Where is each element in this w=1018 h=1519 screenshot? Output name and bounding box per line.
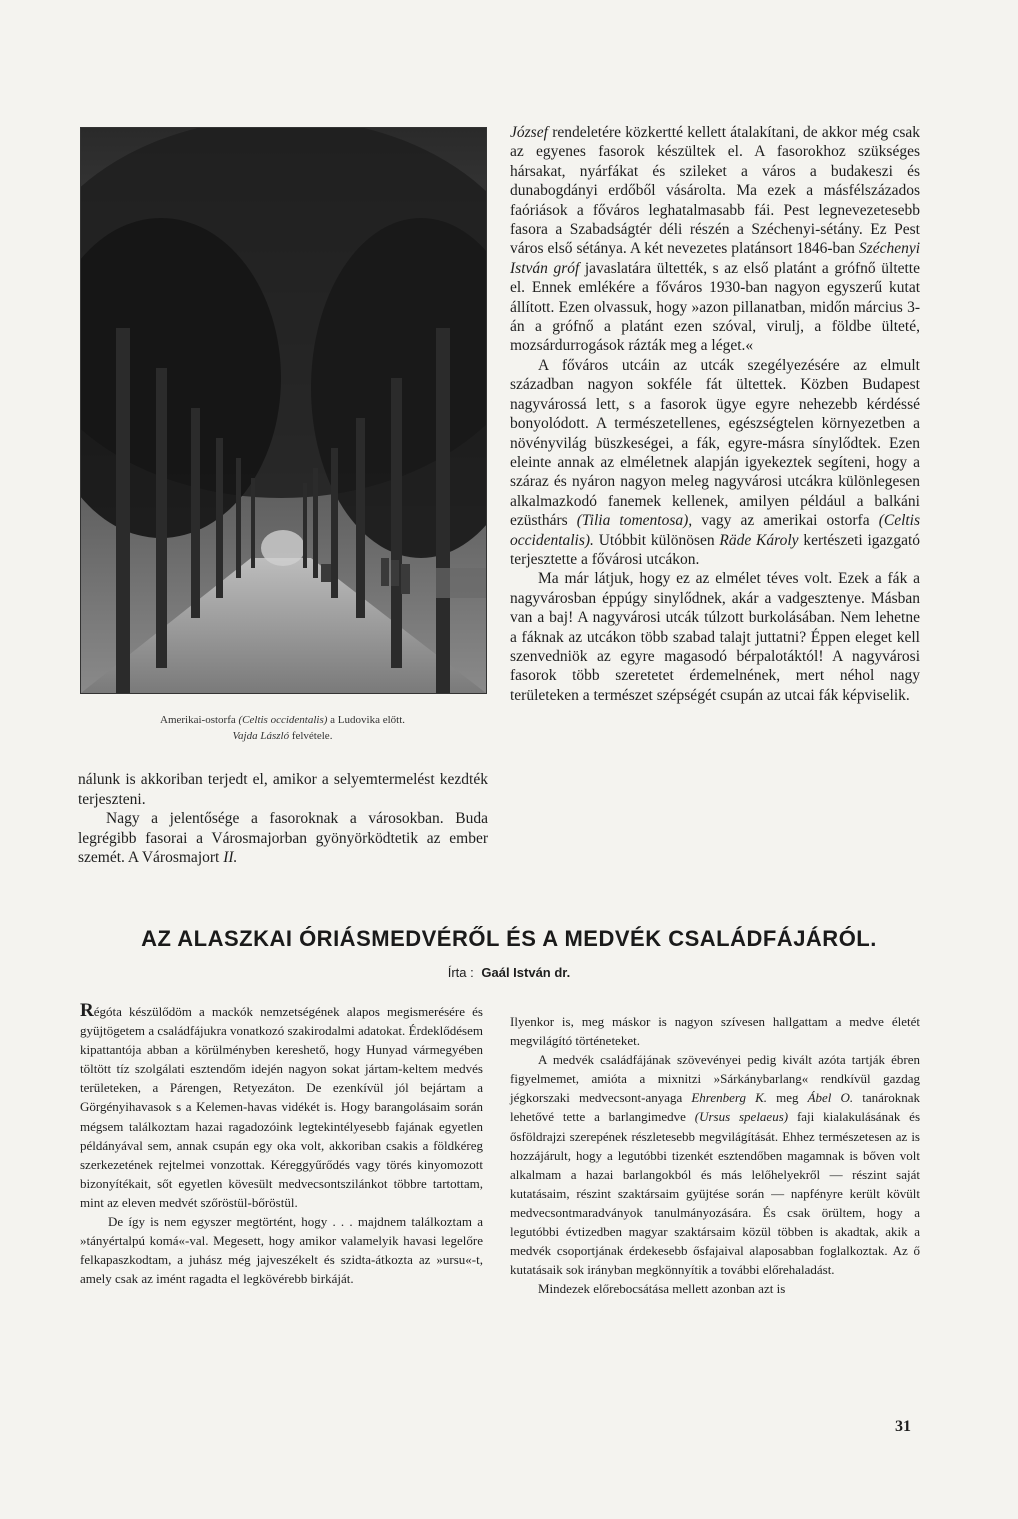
page-number: 31 <box>895 1418 911 1435</box>
paragraph: nálunk is akkoriban terjedt el, amikor a selyemtermelést kezdték terjeszteni. <box>78 771 488 808</box>
paragraph: Ilyenkor is, meg máskor is nagyon szívesen hallgattam a medve életét megvilágító történeteket. <box>510 1014 920 1049</box>
right-column-top-text <box>510 123 920 705</box>
caption-suffix: a Ludovika előtt. <box>330 714 405 726</box>
tree-avenue-photo <box>80 127 487 694</box>
byline <box>0 965 1018 980</box>
drop-cap: R <box>80 1000 94 1021</box>
paragraph: Mindezek előrebocsátása mellett azonban azt is <box>538 1281 786 1297</box>
paragraph: A főváros utcáin az utcák szegélyezésére az elmult században nagyon sokféle fát ültettek. Közben Budapest nagyvárossá lett, s a fasorok ügye egyre nehezebb kérdéssé bonyolódott. A természetellenes, egészségtelen környezetben a növényvilág büszkeségei, a fák, egyre-másra sínylődtek. Ezen eleinte annak az elméletnek alapján igyekeztek segíteni, hogy a száraz és nyáron nagyon meleg nagyvárosi utcákra különlegesen alkalmazkodó fanemek kellenek, amilyen például a balkáni ezüsthárs (Tilia tomentosa), vagy az amerikai ostorfa (Celtis occidentalis). Utóbbit különösen Räde Károly kertészeti igazgató terjesztette a fővárosi utcákon. <box>510 356 921 568</box>
caption-latin: (Celtis occidentalis) <box>238 714 328 726</box>
left-column-article-text <box>80 1001 483 1288</box>
caption-prefix: Amerikai-ostorfa <box>160 714 236 726</box>
paragraph: Nagy a jelentősége a fasoroknak a városokban. Buda legrégibb fasorai a Városmajorban gyönyörködtetik az ember szemét. A Városmajort II. <box>78 810 488 866</box>
paragraph: De így is nem egyszer megtörtént, hogy . . . majdnem találkoztam a »tányértalpú komá«-val. Megesett, hogy amikor valamelyik havasi legelőre felkapaszkodtam, a juhász még jajveszékelt és szidta-átkozta az »ursu«-t, amely csak az imént ragadta el legkövérebb birkáját. <box>80 1214 483 1287</box>
paragraph: József rendeletére közkertté kellett átalakítani, de akkor még csak az egyenes fasorok készültek el. A fasorokhoz szükséges hársakat, nyárfákat és szileket a város a budakeszi és dunabogdányi erdőből vásárolta. Ma ezek a másfélszázados faóriások a főváros leghatalmasabb fái. Pest legnevezetesebb fasora a Szabadságtér déli részén a Széchenyi-sétány. Ez Pest város első sétánya. A két nevezetes platánsort 1846-ban Széchenyi István gróf javaslatára ültették, s az első platánt a grófnő ültette el. Ennek emlékére a főváros 1930-ban nagyon egyszerű kutat állított. Ezen olvassuk, hogy »azon pillanatban, midőn március 3-án a grófnő a platánt ezen szóval, virulj, a földbe ülteté, mozsárdurrogások rázták meg a léget.« <box>510 124 921 355</box>
caption-photographer: Vajda László <box>232 730 290 742</box>
paragraph: Régóta készülődöm a mackók nemzetségének alapos megismerésére és gyüjtögetem a családfájukra vonatkozó szakirodalmi adatokat. Érdeklődésem kipattantója abban a körülményben kereshető, hogy Hunyad vármegyében töltött tíz szolgálati esztendőm idején nagyon sokat jártam-keltem medvés területeken, a Párengen, Retyezáton. De ezenkívül jól bejártam a Görgényihavasok s a Kelemen-havas vidékét is. Hogy barangolásaim során mégsem találkoztam hazai ragadozóink legtekintélyesebb fajának egyetlen példányával sem, annak csupán egy oka volt, akkoriban csakis a földkéreg szerkezetének rejtelmei vonzottak. Kéreggyűrődés vagy törés kinyomozott bizonyítékait, sőt egyetlen kövesült medvecsontszilánkot többre tartottam, mint az eleven medvét szőröstül-bőröstül. <box>80 1000 483 1210</box>
byline-label: Írta : <box>447 965 474 980</box>
photo-caption <box>80 712 485 744</box>
paragraph: Ma már látjuk, hogy ez az elmélet téves volt. Ezek a fák a nagyvárosban éppúgy sinylődnek, akár a vadgesztenye. Másban van a baj! A nagyvárosi utcák túlzott burkolásában. Nem lehetne a fáknak az utcákon több szabad talajt juttatni? Éppen eleget kell szenvedniök az egyre magasodó bérpalotáktól! A nagyvárosi fasorok több szeretetet érdemelnének, mert néhol nagy területeken a természet szépségét csupán az utcai fák képviselik. <box>510 570 920 704</box>
right-column-article-text <box>510 1012 920 1298</box>
paragraph: A medvék családfájának szövevényei pedig kivált azóta tartják ébren figyelmemet, amióta a mixnitzi »Sárkánybarlang« rendkívül gazdag jégkorszaki medvecsont-anyaga Ehrenberg K. meg Ábel O. tanároknak lehetővé tette a barlangimedve (Ursus spelaeus) faji kialakulásának és ősföldrajzi szerepének részletesebb megvilágítását. Ehhez természetesen az is hozzájárult, hogy a legutóbbi tizenkét esztendőben magamnak is bőven volt alkalmam a hazai barlangokból és más lelőhelyekről — részint saját kutatásaim, részint szaktársaim gyüjtése során — napfényre került kövült medvecsontmaradványok tanulmányozására. És csak örültem, hogy a legutóbbi évtizedben magyar szaktársaim közül többen is akadtak, akik a medvék csoportjának érdekesebb ősfajaival alaposabban foglalkoztak. Az ő kutatásaik sok irányban megkönnyítik a további előrehaladást. <box>510 1052 920 1278</box>
left-column-top-text <box>78 770 488 868</box>
author-name: Gaál István dr. <box>481 965 571 980</box>
article-title: AZ ALASZKAI ÓRIÁSMEDVÉRŐL ÉS A MEDVÉK CSALÁDFÁJÁRÓL. <box>141 926 877 951</box>
tree-avenue-illustration <box>81 128 486 693</box>
caption-credit: felvétele. <box>291 730 333 742</box>
